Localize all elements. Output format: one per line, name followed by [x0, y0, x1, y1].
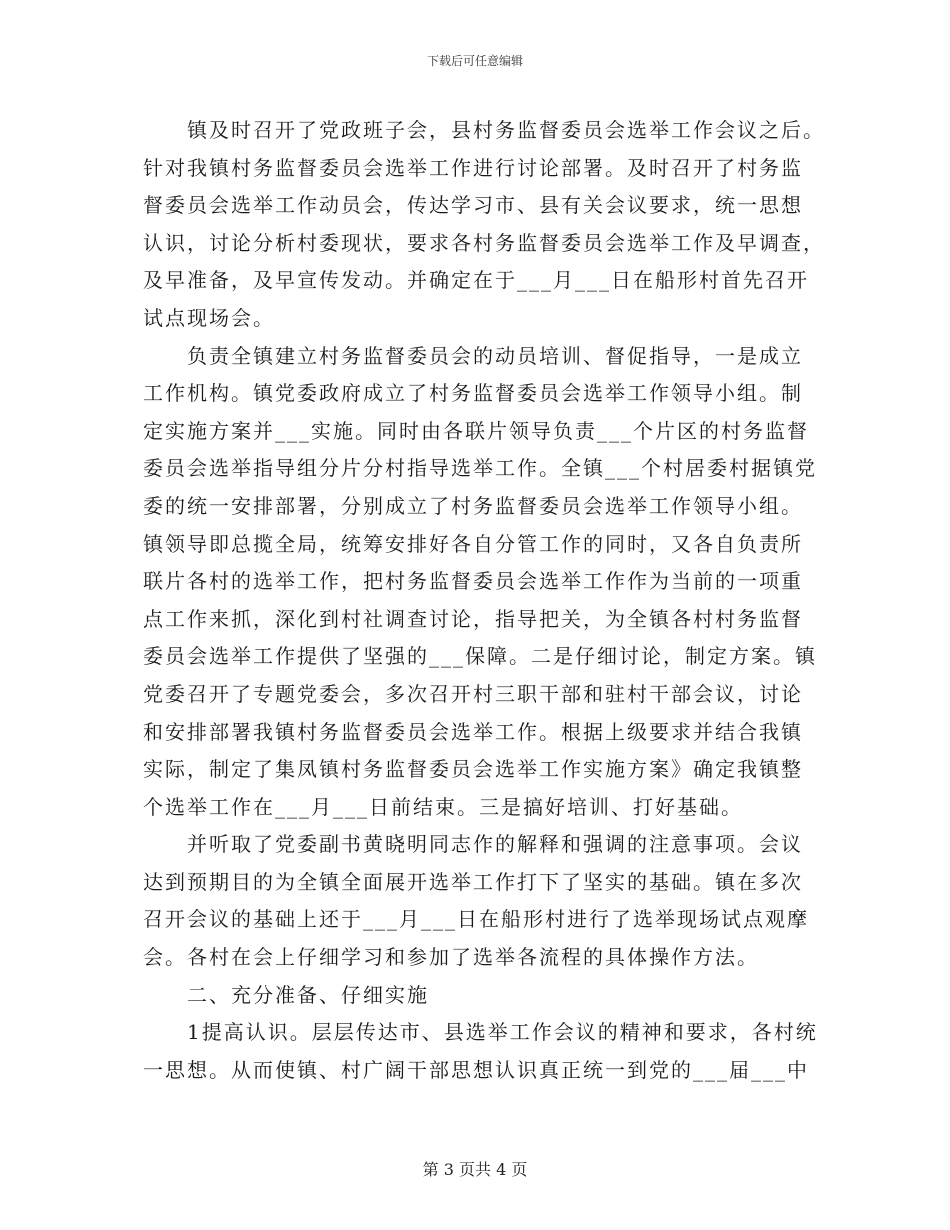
- text-line: 个选举工作在___月___日前结束。三是搞好培训、打好基础。: [143, 794, 743, 819]
- text-line: 联片各村的选举工作，把村务监督委员会选举工作作为当前的一项重: [143, 569, 803, 594]
- text-line: 会。各村在会上仔细学习和参加了选举各流程的具体操作方法。: [143, 945, 759, 970]
- text-line: 并听取了党委副书黄晓明同志作的解释和强调的注意事项。会议: [187, 832, 803, 857]
- text-line: 党委召开了专题党委会，多次召开村三职干部和驻村干部会议，讨论: [143, 681, 803, 706]
- text-line: 督委员会选举工作动员会，传达学习市、县有关会议要求，统一思想: [143, 193, 803, 218]
- text-line: 及早准备，及早宣传发动。并确定在于___月___日在船形村首先召开: [143, 268, 809, 293]
- text-line: 镇及时召开了党政班子会，县村务监督委员会选举工作会议之后。: [187, 118, 825, 142]
- text-line: 一思想。从而使镇、村广阔干部思想认识真正统一到党的___届___中: [143, 1057, 809, 1082]
- text-line: 镇领导即总揽全局，统筹安排好各自分管工作的同时，又各自负责所: [143, 531, 803, 556]
- page-header: 下载后可任意编辑: [426, 54, 523, 68]
- page-number: 第 3 页共 4 页: [422, 1160, 528, 1179]
- text-line: 和安排部署我镇村务监督委员会选举工作。根据上级要求并结合我镇: [143, 719, 803, 744]
- text-line: 二、充分准备、仔细实施: [187, 982, 429, 1007]
- text-line: 负责全镇建立村务监督委员会的动员培训、督促指导，一是成立: [187, 343, 803, 368]
- text-line: 达到预期目的为全镇全面展开选举工作打下了坚实的基础。镇在多次: [143, 869, 803, 894]
- text-line: 定实施方案并___实施。同时由各联片领导负责___个片区的村务监督: [143, 418, 809, 443]
- text-line: 试点现场会。: [143, 305, 275, 330]
- text-line: 召开会议的基础上还于___月___日在船形村进行了选举现场试点观摩: [143, 907, 809, 932]
- text-line: 点工作来抓，深化到村社调查讨论，指导把关，为全镇各村村务监督: [143, 606, 803, 631]
- text-line: 委的统一安排部署，分别成立了村务监督委员会选举工作领导小组。: [143, 493, 803, 518]
- text-line: 针对我镇村务监督委员会选举工作进行讨论部署。及时召开了村务监: [143, 155, 803, 180]
- text-line: 认识，讨论分析村委现状，要求各村务监督委员会选举工作及早调查，: [143, 230, 825, 255]
- text-line: 委员会选举指导组分片分村指导选举工作。全镇___个村居委村据镇党: [143, 456, 817, 481]
- text-line: 1提高认识。层层传达市、县选举工作会议的精神和要求，各村统: [187, 1020, 818, 1045]
- text-line: 工作机构。镇党委政府成立了村务监督委员会选举工作领导小组。制: [143, 381, 803, 406]
- document-body: [143, 112, 825, 1089]
- text-line: 委员会选举工作提供了坚强的___保障。二是仔细讨论，制定方案。镇: [143, 644, 817, 669]
- text-line: 实际，制定了集凤镇村务监督委员会选举工作实施方案》确定我镇整: [143, 757, 803, 782]
